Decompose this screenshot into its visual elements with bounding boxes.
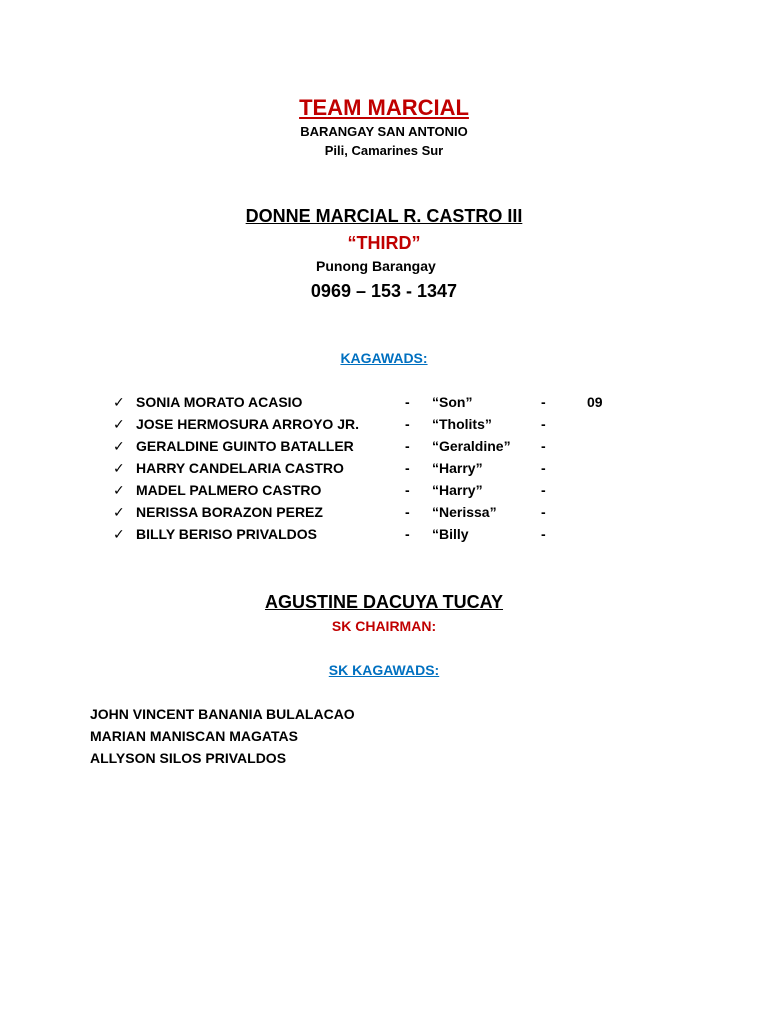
checkmark-icon: ✓ bbox=[113, 526, 125, 542]
separator-dash: - bbox=[405, 438, 410, 454]
team-title: TEAM MARCIAL bbox=[299, 95, 469, 120]
checkmark-icon: ✓ bbox=[113, 482, 125, 498]
sk-kagawad-name: JOHN VINCENT BANANIA BULALACAO bbox=[90, 706, 355, 722]
kagawad-nickname: “Son” bbox=[432, 394, 473, 410]
kagawad-name: JOSE HERMOSURA ARROYO JR. bbox=[136, 416, 359, 432]
kagawad-name: BILLY BERISO PRIVALDOS bbox=[136, 526, 317, 542]
separator-dash: - bbox=[541, 482, 546, 498]
kagawad-row bbox=[0, 479, 768, 501]
barangay-name: BARANGAY SAN ANTONIO bbox=[300, 124, 468, 139]
sk-kagawads-heading: SK KAGAWADS: bbox=[328, 662, 440, 678]
sk-kagawad-name: MARIAN MANISCAN MAGATAS bbox=[90, 728, 298, 744]
separator-dash: - bbox=[541, 526, 546, 542]
kagawads-heading: KAGAWADS: bbox=[340, 350, 428, 366]
kagawad-name: GERALDINE GUINTO BATALLER bbox=[136, 438, 354, 454]
kagawad-nickname: “Harry” bbox=[432, 482, 483, 498]
kagawad-name: HARRY CANDELARIA CASTRO bbox=[136, 460, 344, 476]
kagawad-row bbox=[0, 391, 768, 413]
separator-dash: - bbox=[541, 416, 546, 432]
captain-position: Punong Barangay bbox=[316, 258, 436, 274]
kagawad-nickname: “Harry” bbox=[432, 460, 483, 476]
kagawad-number: 09 bbox=[587, 394, 603, 410]
kagawad-row bbox=[0, 413, 768, 435]
separator-dash: - bbox=[541, 438, 546, 454]
kagawad-nickname: “Geraldine” bbox=[432, 438, 511, 454]
separator-dash: - bbox=[405, 526, 410, 542]
checkmark-icon: ✓ bbox=[113, 504, 125, 520]
separator-dash: - bbox=[541, 460, 546, 476]
captain-phone: 0969 – 153 - 1347 bbox=[310, 281, 458, 301]
kagawad-name: MADEL PALMERO CASTRO bbox=[136, 482, 322, 498]
kagawad-row bbox=[0, 435, 768, 457]
separator-dash: - bbox=[541, 394, 546, 410]
separator-dash: - bbox=[405, 482, 410, 498]
checkmark-icon: ✓ bbox=[113, 460, 125, 476]
sk-chairman-name: AGUSTINE DACUYA TUCAY bbox=[264, 592, 504, 612]
checkmark-icon: ✓ bbox=[113, 438, 125, 454]
sk-kagawad-name: ALLYSON SILOS PRIVALDOS bbox=[90, 750, 287, 766]
captain-name: DONNE MARCIAL R. CASTRO III bbox=[245, 206, 523, 226]
kagawad-row bbox=[0, 457, 768, 479]
checkmark-icon: ✓ bbox=[113, 394, 125, 410]
barangay-location: Pili, Camarines Sur bbox=[324, 143, 444, 158]
kagawad-row bbox=[0, 501, 768, 523]
kagawad-nickname: “Billy bbox=[432, 526, 469, 542]
kagawad-nickname: “Nerissa” bbox=[432, 504, 497, 520]
sk-chairman-title: SK CHAIRMAN: bbox=[331, 618, 437, 634]
separator-dash: - bbox=[541, 504, 546, 520]
separator-dash: - bbox=[405, 504, 410, 520]
separator-dash: - bbox=[405, 416, 410, 432]
separator-dash: - bbox=[405, 460, 410, 476]
kagawad-row bbox=[0, 523, 768, 545]
checkmark-icon: ✓ bbox=[113, 416, 125, 432]
separator-dash: - bbox=[405, 394, 410, 410]
kagawad-name: NERISSA BORAZON PEREZ bbox=[136, 504, 323, 520]
kagawad-name: SONIA MORATO ACASIO bbox=[136, 394, 303, 410]
captain-nickname: “THIRD” bbox=[347, 233, 421, 253]
kagawad-nickname: “Tholits” bbox=[432, 416, 492, 432]
